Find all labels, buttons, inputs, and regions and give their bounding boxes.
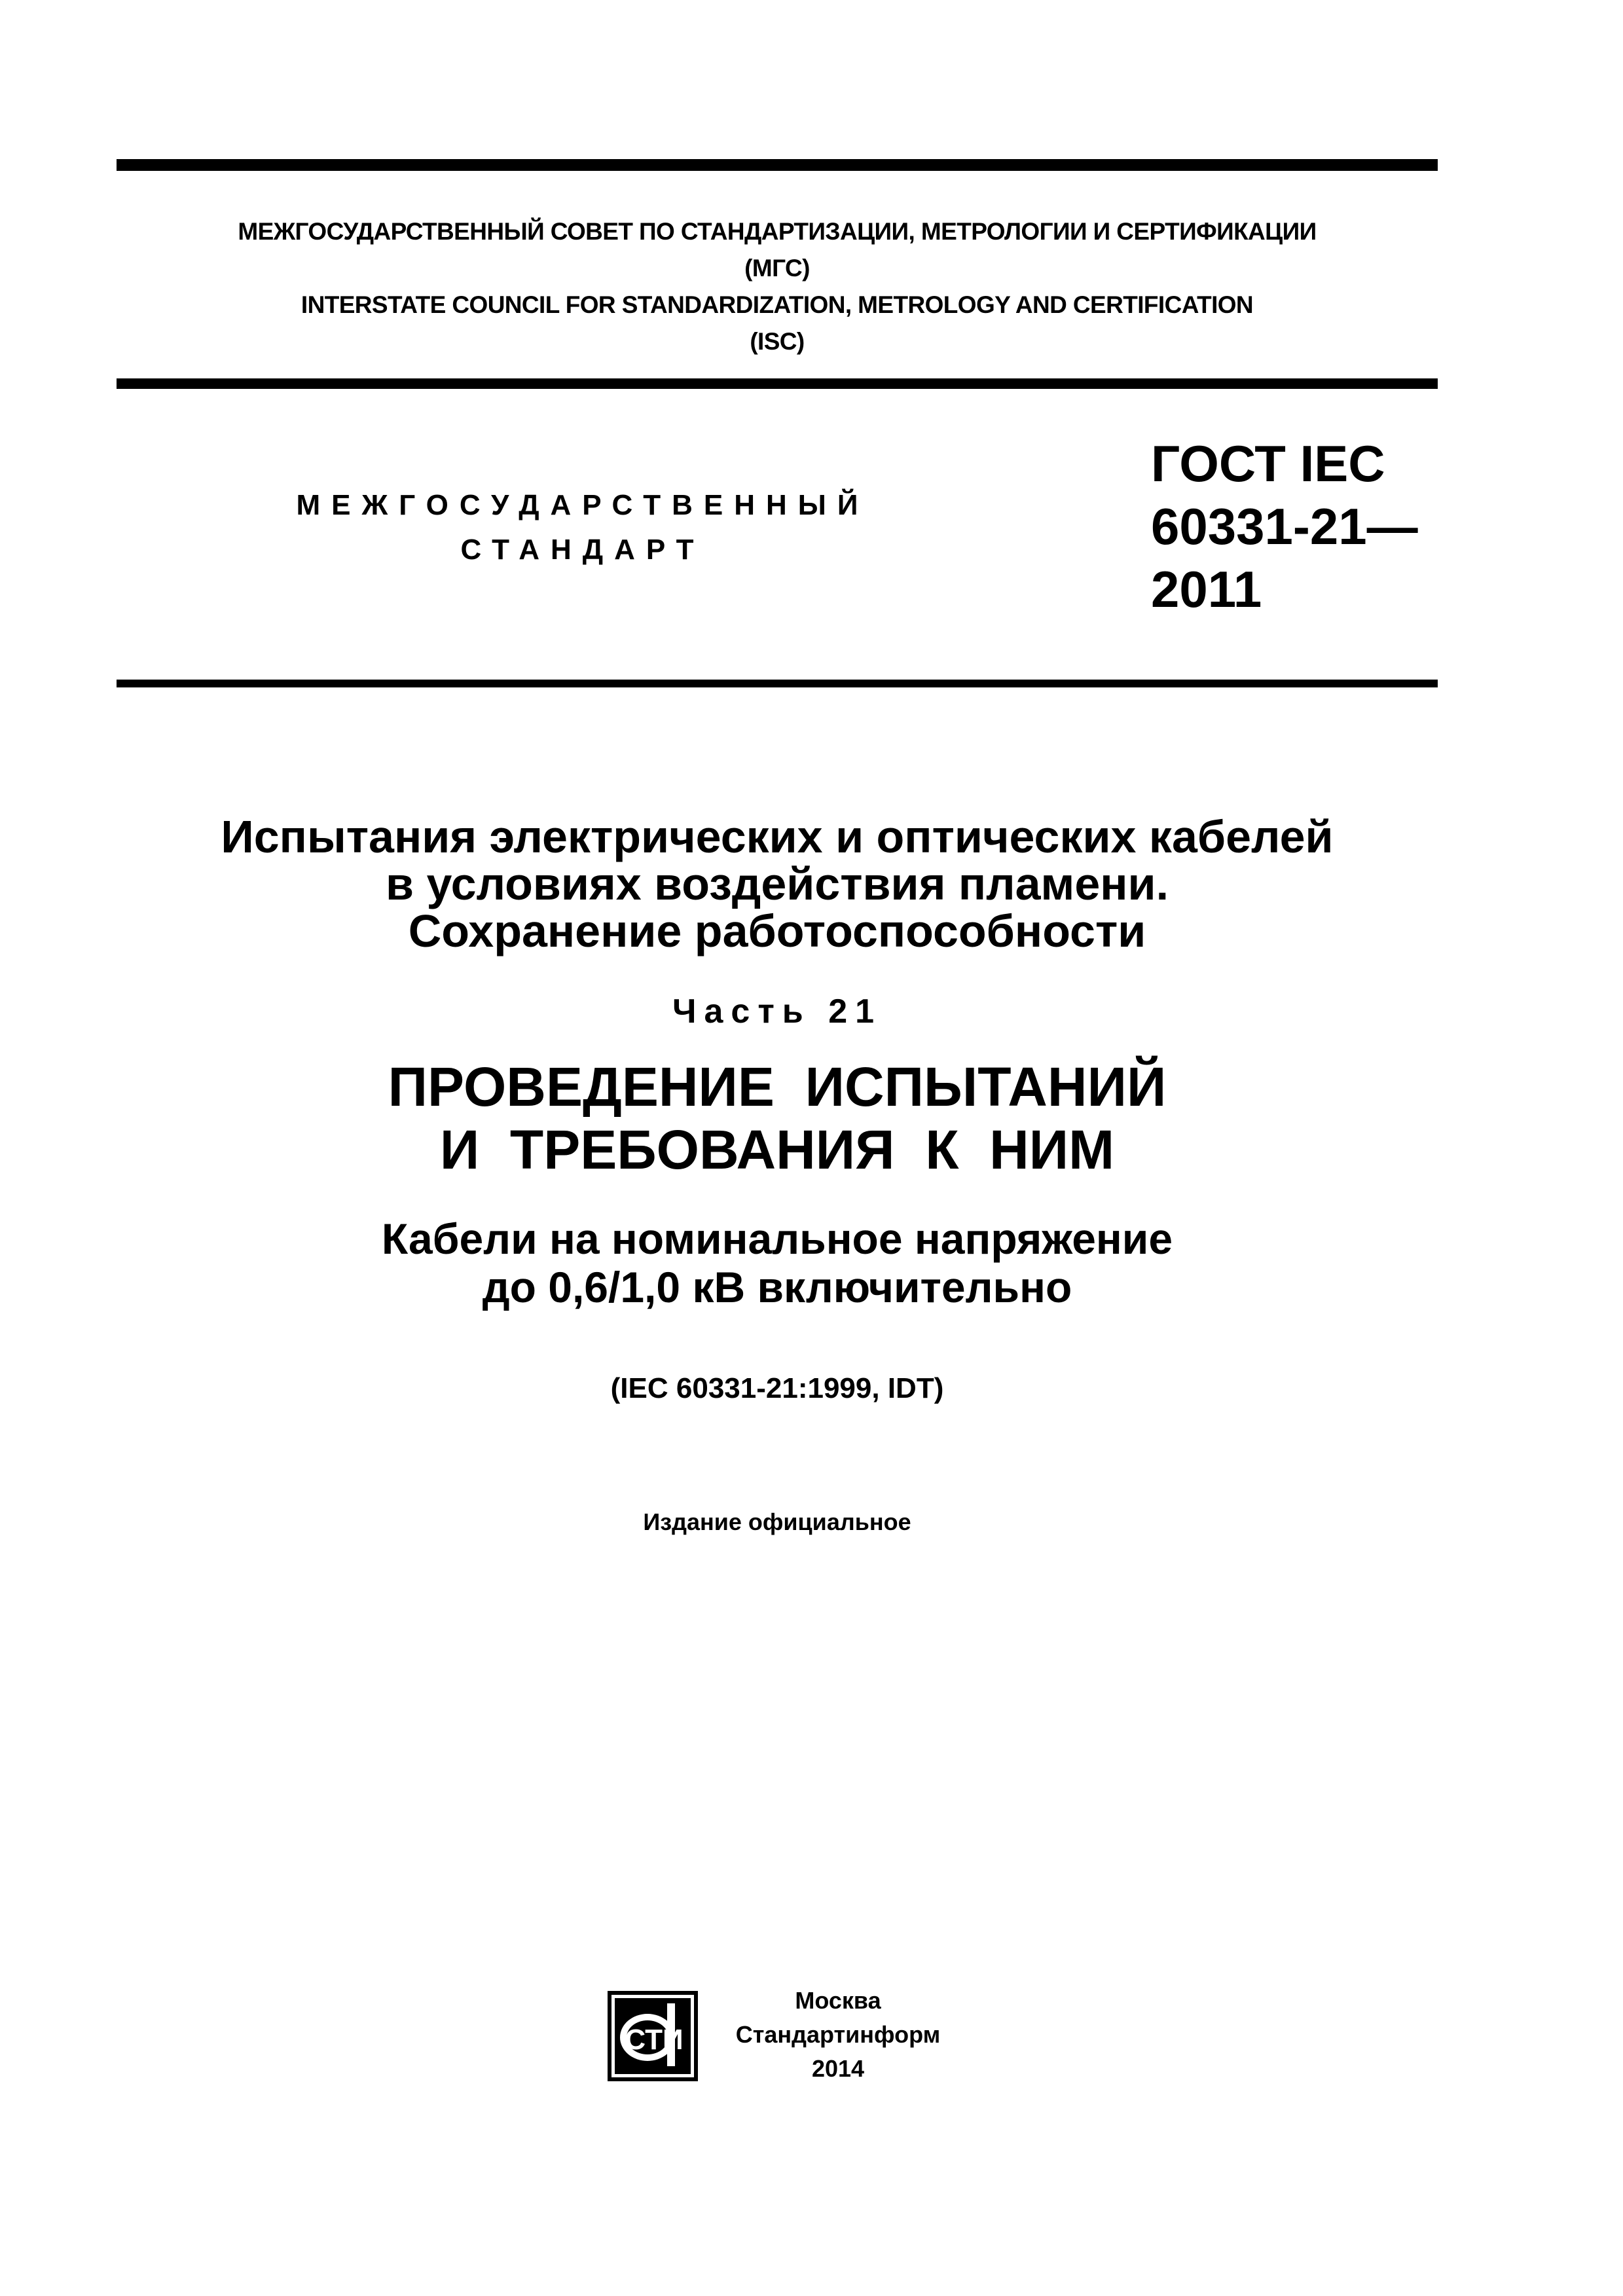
publisher-year: 2014 [811,2055,865,2082]
part-title [117,1055,1438,1181]
council-abbr-ru: (МГС) [744,255,810,282]
title-line1: Испытания электрических и оптических кабелей [221,811,1334,862]
standard-type-line2: СТАНДАРТ [460,534,705,566]
designation-line3: 2011 [1151,560,1262,618]
standard-type [249,483,917,572]
part-title-line1: ПРОВЕДЕНИЕ ИСПЫТАНИЙ [388,1056,1167,1118]
council-abbr-en: (ISC) [750,328,805,355]
lower-rule [117,680,1438,687]
designation-line1: ГОСТ IEC [1151,435,1385,492]
middle-rule [117,378,1438,389]
designation-line2: 60331-21— [1151,498,1418,555]
council-name-en: INTERSTATE COUNCIL FOR STANDARDIZATION, METROLOGY AND CERTIFICATION [301,291,1254,318]
title-line2: в условиях воздействия пламени. [385,858,1169,909]
logo-icon [607,1990,699,2082]
part-title-line2: И ТРЕБОВАНИЯ К НИМ [439,1119,1115,1180]
edition-label: Издание официальное [643,1508,911,1535]
publisher-city: Москва [795,1987,881,2014]
scope-line2: до 0,6/1,0 кВ включительно [482,1263,1072,1311]
publisher-block [720,1984,956,2086]
council-name-ru: МЕЖГОСУДАРСТВЕННЫЙ СОВЕТ ПО СТАНДАРТИЗАЦИИ, МЕТРОЛОГИИ И СЕРТИФИКАЦИИ [238,218,1317,245]
top-rule [117,159,1438,171]
part-label: Часть 21 [672,993,883,1030]
standard-type-line1: МЕЖГОСУДАРСТВЕННЫЙ [296,489,869,521]
scope-line1: Кабели на номинальное напряжение [381,1214,1173,1263]
iec-identity: (IEC 60331-21:1999, IDT) [610,1372,944,1404]
document-title [117,813,1438,955]
scope-subtitle [117,1214,1438,1311]
council-header [117,213,1438,360]
publisher-name: Стандартинформ [735,2021,941,2048]
standartinform-logo [607,1990,699,2082]
logo-text: СТИ [625,2024,684,2056]
standard-designation [1151,432,1418,621]
title-line3: Сохранение работоспособности [408,905,1146,957]
